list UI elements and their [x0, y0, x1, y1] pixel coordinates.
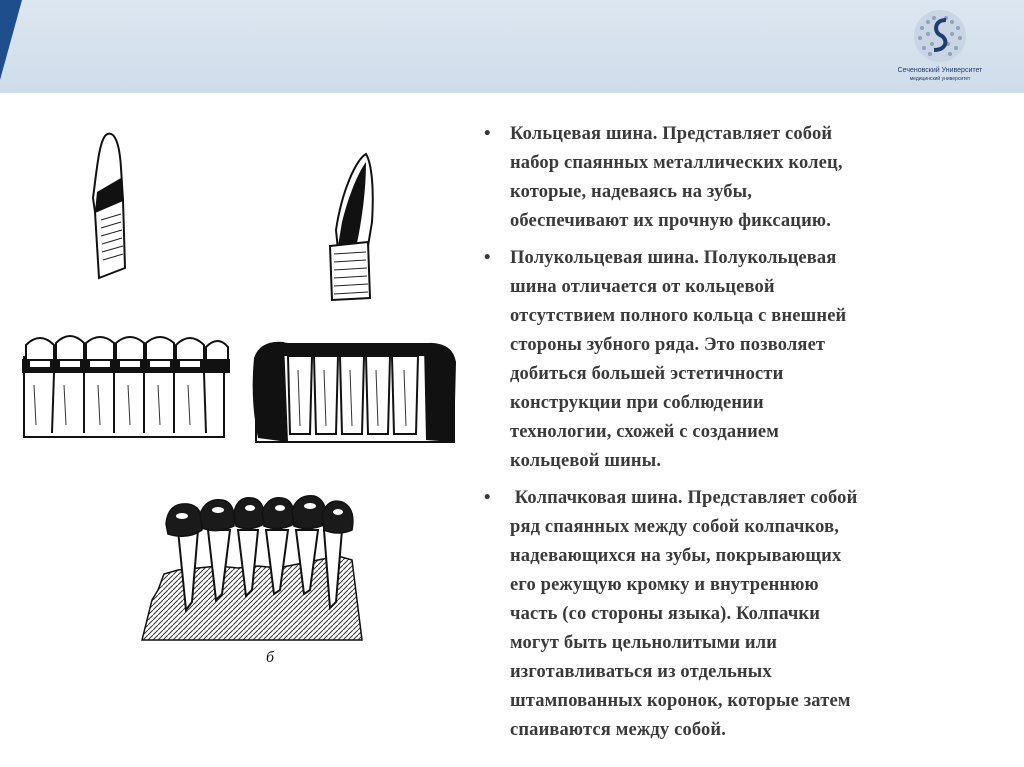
logo-title: Сеченовский Университет: [897, 67, 983, 74]
bullet-line: его режущую кромку и внутреннюю: [510, 575, 819, 595]
bullet-line: Полукольцевая шина. Полукольцевая: [510, 248, 837, 268]
bullet-line: которые, надеваясь на зубы,: [510, 182, 753, 202]
cap-splint-figure: [138, 490, 368, 670]
ring-splint-row-figure: [18, 325, 233, 440]
cap-splint-label: б: [266, 649, 275, 666]
bullet-line: стороны зубного ряда. Это позволяет: [510, 335, 826, 355]
university-logo-icon: [908, 8, 972, 64]
bullet-marker: •: [484, 124, 491, 144]
bullet-line: могут быть цельнолитыми или: [510, 633, 778, 653]
header-band: [0, 0, 1024, 93]
bullet-line: шина отличается от кольцевой: [510, 277, 775, 297]
bullet-line: обеспечивают их прочную фиксацию.: [510, 211, 831, 231]
bullet-line: часть (со стороны языка). Колпачки: [510, 604, 821, 624]
single-tooth-ring-figure: [75, 128, 145, 283]
bullet-line: Колпачковая шина. Представляет собой: [510, 488, 858, 508]
bullet-line: кольцевой шины.: [510, 451, 662, 471]
single-tooth-halfring-figure: [316, 150, 386, 305]
header-accent-stripe: [0, 0, 22, 93]
bullet-line: спаиваются между собой.: [510, 720, 726, 740]
bullet-line: конструкции при соблюдении: [510, 393, 764, 413]
bullet-line: отсутствием полного кольца с внешней: [510, 306, 847, 326]
bullet-line: надевающихся на зубы, покрывающих: [510, 546, 842, 566]
bullet-marker: •: [484, 488, 491, 508]
bullet-line: Кольцевая шина. Представляет собой: [510, 124, 833, 144]
bullet-ring-splint: [484, 120, 1004, 236]
halfring-splint-row-figure: [248, 330, 460, 448]
bullet-line: набор спаянных металлических колец,: [510, 153, 843, 173]
bullet-line: штампованных коронок, которые затем: [510, 691, 851, 711]
bullet-line: технологии, схожей с созданием: [510, 422, 780, 442]
university-logo: [880, 8, 1000, 88]
bullet-line: добиться большей эстетичности: [510, 364, 784, 384]
bullet-cap-splint: [484, 484, 1004, 745]
bullet-line: ряд спаянных между собой колпачков,: [510, 517, 839, 537]
bullet-line: изготавливаться из отдельных: [510, 662, 772, 682]
bullet-list: [484, 120, 1004, 753]
bullet-marker: •: [484, 248, 491, 268]
bullet-halfring-splint: [484, 244, 1004, 476]
logo-subtitle: медицинский университет: [909, 76, 971, 82]
